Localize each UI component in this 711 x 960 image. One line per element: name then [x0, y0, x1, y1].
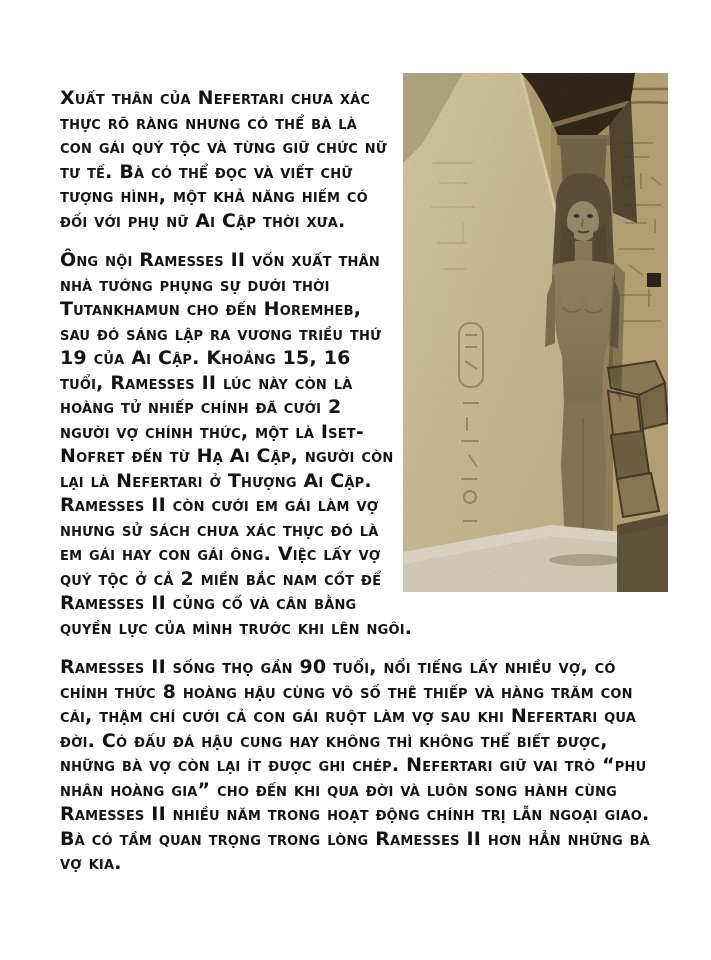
paragraph-ramesses-wives: Ramesses II sống thọ gần 90 tuổi, nổi tiếng lấy nhiều vợ, có chính thức 8 hoàng hậu cùng vô số thê thiếp và hàng trăm con cái, thậm chí cưới cả con gái ruột làm vợ sau khi Nefertari qua đời. Có đấu đá hậu cung hay không thì không thể biết được, những bà vợ còn lại ít được ghi chép. Nefertari giữ vai trò “phu nhân hoàng gia” cho đến khi qua đời và luôn song hành cùng Ramesses II nhiều năm trong hoạt động chính trị lẫn ngoại giao. Bà có tầm quan trọng trong lòng Ramesses II hơn hẳn những bà vợ kia. — [60, 656, 651, 874]
paragraph-nefertari-origin: Xuất thân của Nefertari chưa xác thực rõ ràng nhưng có thể bà là con gái quý tộc và từng giữ chức nữ tư tế. Bà có thể đọc và viết chữ tượng hình, một khả năng hiếm có đối với phụ nữ Ai Cập thời xưa. — [60, 87, 387, 232]
grain-texture — [403, 73, 668, 592]
paragraph-ramesses-marriages: Ông nội Ramesses II vốn xuất thân nhà tướng phụng sự dưới thời Tutankhamun cho đến Horemheb, sau đó sáng lập ra vương triều thứ 19 của Ai Cập. Khoảng 15, 16 tuổi, Ramesses II lúc này còn là hoàng tử nhiếp chính đã cưới 2 người vợ chính thức, một là Iset-Nofret đến từ Hạ Ai Cập, người còn lại là Nefertari ở Thượng Ai Cập. Ramesses II còn cưới em gái làm vợ nhưng sử sách chưa xác thực đó là em gái hay con gái ông. Việc lấy vợ quý tộc ở cả 2 miền bắc nam cốt để Ramesses II củng cố và cân bằng quyền lực của mình trước khi lên ngôi. — [60, 249, 413, 639]
nefertari-statue-photo — [403, 73, 668, 592]
statue-photo-illustration — [403, 73, 668, 592]
